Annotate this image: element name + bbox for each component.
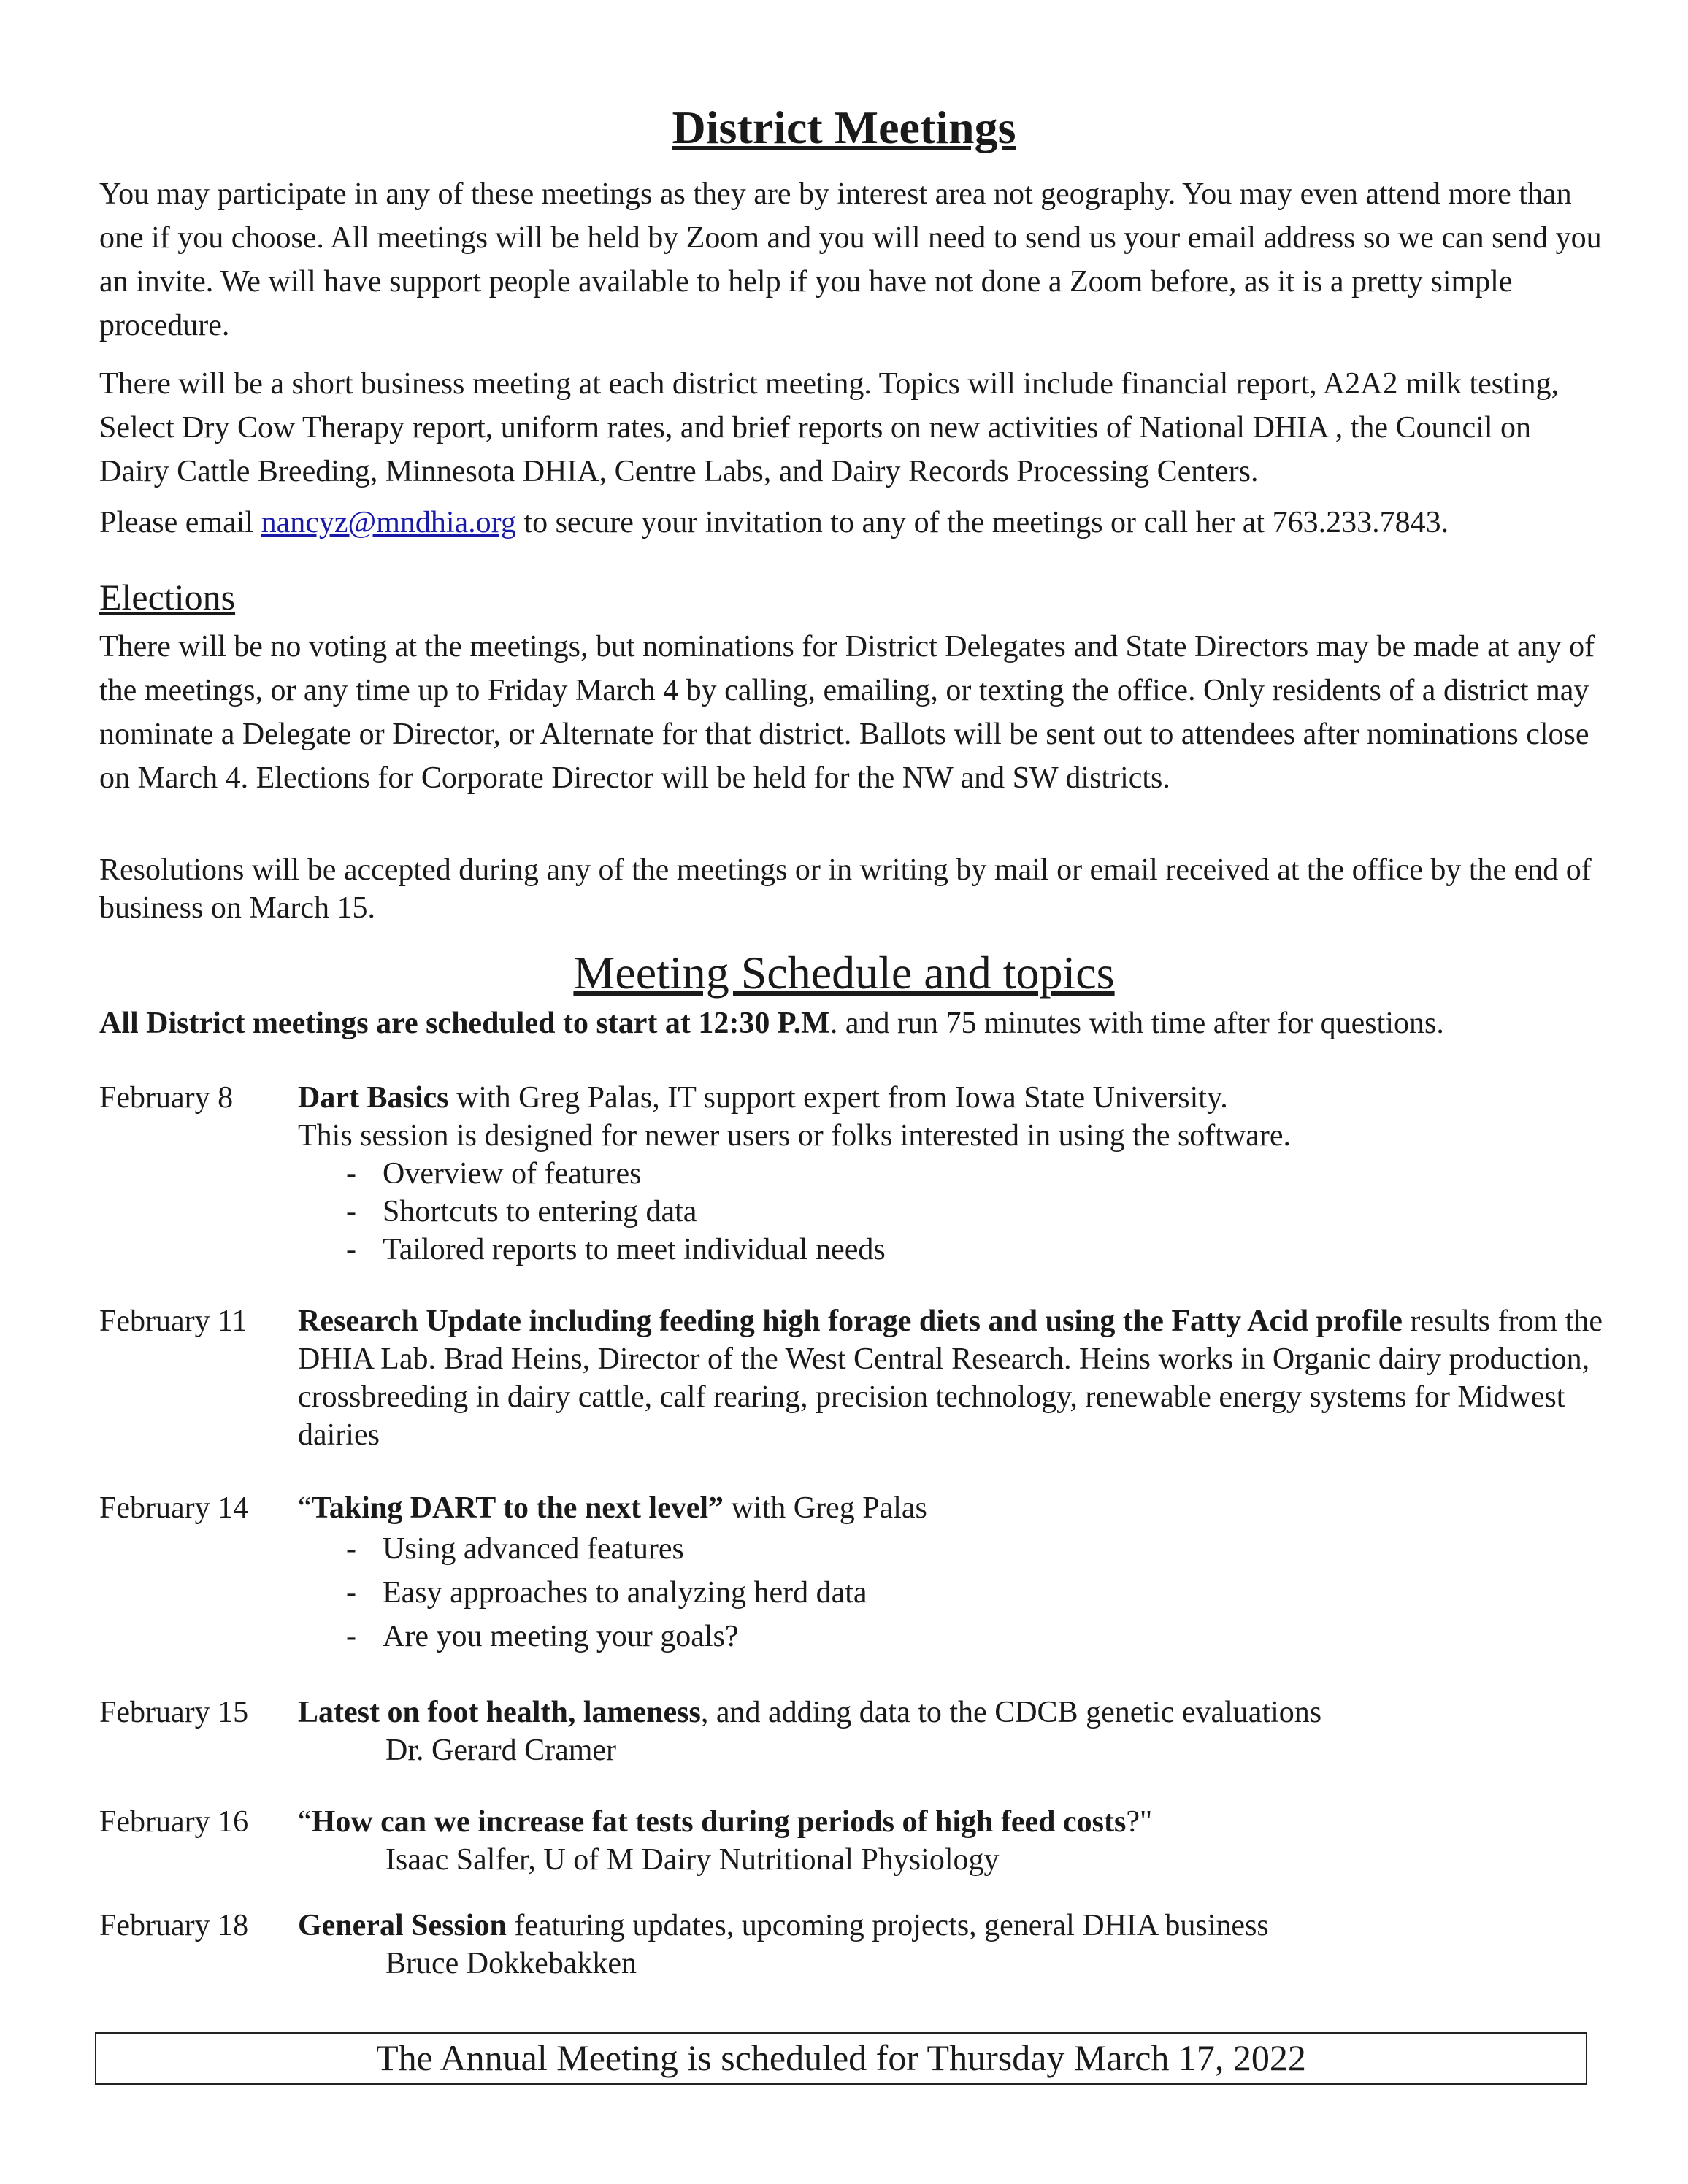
event-detail: featuring updates, upcoming projects, general DHIA business	[506, 1909, 1269, 1942]
schedule-note	[99, 1001, 1662, 1045]
event-description	[298, 1489, 1605, 1658]
bullet-dash: -	[346, 1195, 356, 1228]
event-date: February 11	[99, 1304, 248, 1338]
event-detail: with Greg Palas, IT support expert from Iowa State University.	[448, 1081, 1228, 1115]
list-item: - Easy approaches to analyzing herd data	[346, 1571, 1605, 1615]
event-date: February 8	[99, 1081, 234, 1115]
resolutions-paragraph: Resolutions will be accepted during any of the meetings or in writing by mail or email received at the office by the end of business on March 15.	[99, 853, 1592, 925]
event-speaker: Isaac Salfer, U of M Dairy Nutritional Physiology	[385, 1843, 1000, 1877]
event-speaker: Bruce Dokkebakken	[385, 1947, 637, 1980]
bullet-dash: -	[346, 1620, 356, 1653]
list-item: - Using advanced features	[346, 1527, 1605, 1571]
elections-paragraph: There will be no voting at the meetings, but nominations for District Delegates and State Directors may be made at any of the meetings, or any time up to Friday March 4 by calling, emailing, or texting the office. Only residents of a district may nominate a Delegate or Director, or Alternate for that district. Ballots will be sent out to attendees after nominations close on March 4. Elections for Corporate Director will be held for the NW and SW districts.	[99, 630, 1595, 795]
schedule-note-rest: . and run 75 minutes with time after for questions.	[829, 1007, 1444, 1040]
event-date: February 14	[99, 1491, 249, 1525]
event-title: General Session	[298, 1909, 507, 1942]
event-date: February 18	[99, 1909, 249, 1942]
intro-paragraph-2: There will be a short business meeting at each district meeting. Topics will include financial report, A2A2 milk testing, Select Dry Cow Therapy report, uniform rates, and brief reports on new activities of National DHIA , the Council on Dairy Cattle Breeding, Minnesota DHIA, Centre Labs, and Dairy Records Processing Centers.	[99, 367, 1559, 488]
event-date: February 15	[99, 1696, 249, 1729]
event-detail: results from the DHIA Lab. Brad Heins, Director of the West Central Research. Heins works in Organic dairy production, crossbreeding in dairy cattle, calf rearing, precision technology, renewable energy systems for Midwest dairies	[298, 1304, 1603, 1452]
event-speaker: Dr. Gerard Cramer	[385, 1734, 617, 1767]
event-detail: , and adding data to the CDCB genetic evaluations	[700, 1696, 1322, 1729]
email-link[interactable]: nancyz@mndhia.org	[261, 506, 516, 539]
annual-meeting-banner: The Annual Meeting is scheduled for Thursday March 17, 2022	[95, 2032, 1587, 2085]
event-description	[298, 1079, 1605, 1269]
event-description	[298, 1907, 1605, 1945]
event-title: Dart Basics	[298, 1081, 449, 1115]
list-item: - Overview of features	[346, 1155, 1605, 1193]
list-item: - Tailored reports to meet individual needs	[346, 1231, 1605, 1269]
intro-paragraph-3	[99, 501, 1647, 545]
elections-heading: Elections	[99, 577, 236, 618]
page-title: District Meetings	[672, 101, 1016, 153]
bullet-dash: -	[346, 1233, 356, 1266]
event-title: Taking DART to the next level”	[311, 1491, 724, 1525]
schedule-heading: Meeting Schedule and topics	[573, 947, 1115, 999]
open-quote: “	[298, 1805, 312, 1839]
event-title: How can we increase fat tests during periods of high feed costs	[311, 1805, 1127, 1839]
event-description	[298, 1803, 1605, 1841]
event-title: Latest on foot health, lameness	[298, 1696, 701, 1729]
event-description	[298, 1693, 1605, 1731]
list-item: - Are you meeting your goals?	[346, 1615, 1605, 1658]
bullet-dash: -	[346, 1576, 356, 1610]
event-detail: ?"	[1126, 1805, 1153, 1839]
schedule-note-bold: All District meetings are scheduled to start at 12:30 P.M	[99, 1007, 830, 1040]
bullet-dash: -	[346, 1157, 356, 1191]
event-description-line: This session is designed for newer users or folks interested in using the software.	[298, 1119, 1292, 1153]
event-description	[298, 1302, 1605, 1454]
event-detail: with Greg Palas	[724, 1491, 927, 1525]
bullet-dash: -	[346, 1532, 356, 1566]
event-date: February 16	[99, 1805, 249, 1839]
event-title: Research Update including feeding high forage diets and using the Fatty Acid profile	[298, 1304, 1403, 1338]
open-quote: “	[298, 1491, 312, 1525]
contact-text-pre: Please email	[99, 506, 261, 539]
list-item: - Shortcuts to entering data	[346, 1193, 1605, 1231]
intro-paragraph-1: You may participate in any of these meetings as they are by interest area not geography. You may even attend more than one if you choose. All meetings will be held by Zoom and you will need to send us your email address so we can send you an invite. We will have support people available to help if you have not done a Zoom before, as it is a pretty simple procedure.	[99, 177, 1602, 342]
contact-text-post: to secure your invitation to any of the meetings or call her at 763.233.7843.	[515, 506, 1449, 539]
